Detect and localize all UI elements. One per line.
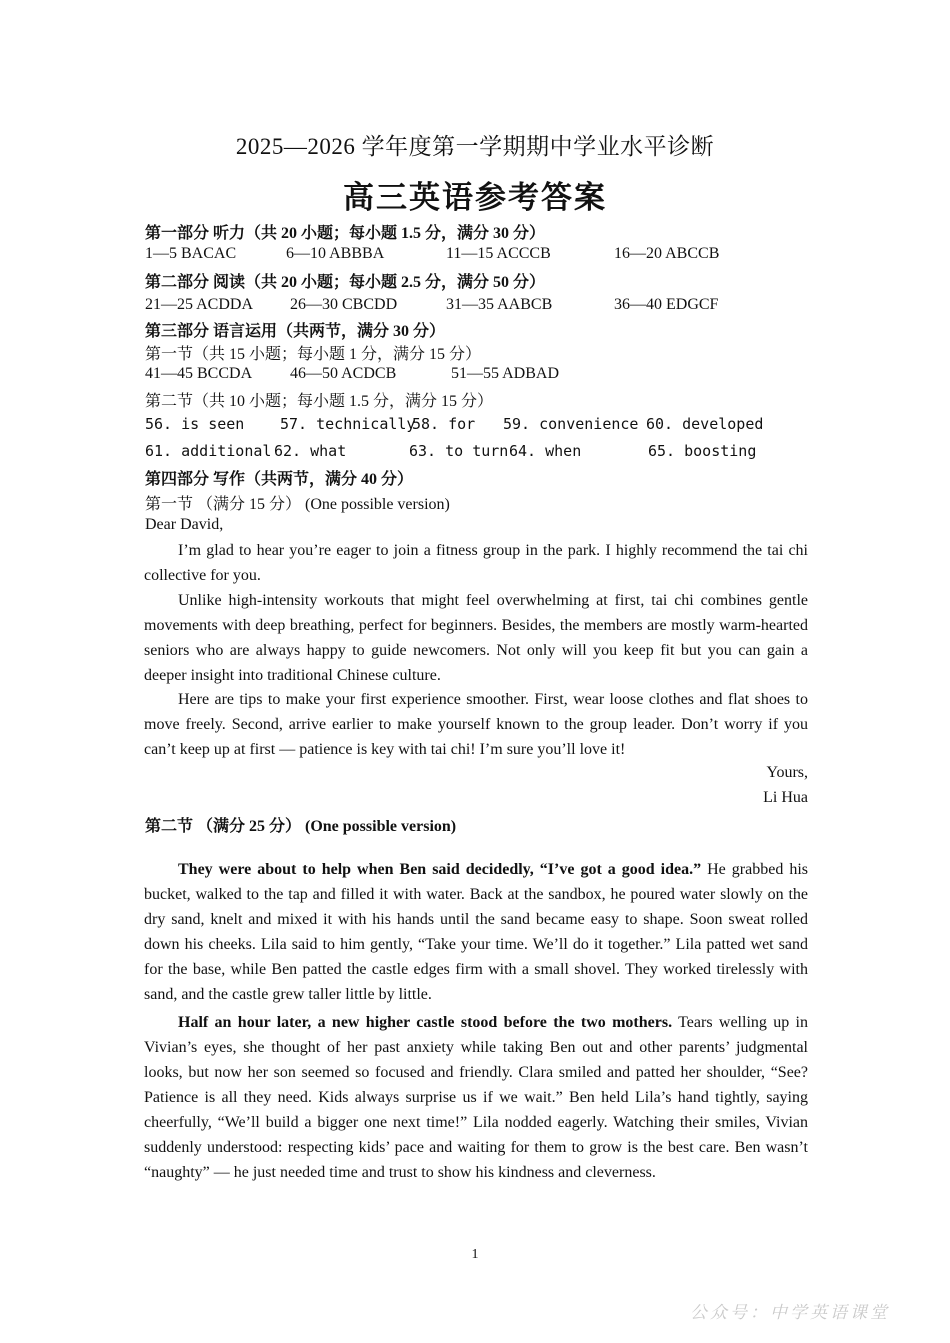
answer-group: 31—35 AABCB (446, 296, 553, 313)
part4-section1-heading: 第一节 （满分 15 分） (One possible version) (145, 496, 450, 513)
letter-closing: Yours, (766, 764, 808, 781)
letter-paragraph: Unlike high-intensity workouts that might feel overwhelming at first, tai chi combines gentle movements with deep breathing, perfect for beginners. Besides, the members are mostly warm-hearted seniors who are always happy to guide newcomers. Not only will you keep fit but you can gain a deeper insight into traditional Chinese culture. (144, 592, 808, 684)
fill-in-answer: 64. when (509, 442, 582, 460)
fill-in-answer: 61. additional (145, 442, 272, 460)
doc-title: 高三英语参考答案 (343, 180, 607, 215)
letter-salutation: Dear David, (145, 516, 224, 533)
story-paragraph (144, 1010, 808, 1185)
letter-paragraph: I’m glad to hear you’re eager to join a fitness group in the park. I highly recommend the tai chi collective for you. (144, 542, 808, 584)
answer-group: 21—25 ACDDA (145, 296, 254, 313)
exam-title: 2025—2026 学年度第一学期期中学业水平诊断 (235, 134, 715, 159)
story-body: He grabbed his bucket, walked to the tap and filled it with water. Back at the sandbox, he poured water slowly on the dry sand, knelt and mixed it with his hands until the sand became easy to shape. Soon sweat rolled down his cheeks. Lila said to him gently, “Take your time. We’ll do it together.” Lila patted wet sand for the base, while Ben patted the castle edges firm with a small shovel. They worked tirelessly with sand, and the castle grew taller little by little. (144, 861, 808, 1003)
fill-in-answer: 56. is seen (145, 415, 245, 433)
part3-section2-heading: 第二节（共 10 小题；每小题 1.5 分，满分 15 分） (145, 393, 494, 410)
answer-group: 46—50 ACDCB (290, 365, 397, 382)
answer-group: 11—15 ACCCB (446, 245, 551, 262)
answer-group: 36—40 EDGCF (614, 296, 719, 313)
answer-group: 6—10 ABBBA (286, 245, 385, 262)
answer-group: 26—30 CBCDD (290, 296, 398, 313)
watermark: 公众号：中学英语课堂 (690, 1303, 890, 1323)
part3-section1-heading: 第一节（共 15 小题；每小题 1 分，满分 15 分） (145, 346, 482, 363)
answer-group: 16—20 ABCCB (614, 245, 720, 262)
page-number: 1 (471, 1247, 479, 1262)
part4-section2-heading: 第二节 （满分 25 分） (One possible version) (145, 818, 457, 835)
fill-in-answer: 57. technically (280, 415, 416, 433)
answer-group: 1—5 BACAC (145, 245, 237, 262)
part2-heading: 第二部分 阅读（共 20 小题；每小题 2.5 分，满分 50 分） (145, 274, 546, 291)
part3-heading: 第三部分 语言运用（共两节，满分 30 分） (145, 323, 446, 340)
story-lead-sentence: They were about to help when Ben said decidedly, “I’ve got a good idea.” (178, 861, 702, 878)
story-paragraph (144, 857, 808, 1007)
fill-in-answer: 65. boosting (648, 442, 757, 460)
fill-in-answer: 60. developed (646, 415, 764, 433)
story-lead-sentence: Half an hour later, a new higher castle stood before the two mothers. (178, 1014, 673, 1031)
part4-heading: 第四部分 写作（共两节，满分 40 分） (145, 471, 414, 488)
fill-in-answer: 59. convenience (503, 415, 639, 433)
letter-paragraph: Here are tips to make your first experience smoother. First, wear loose clothes and flat shoes to move freely. Second, arrive earlier to make yourself known to the group leader. Don’t worry if you can’t keep up at first — patience is key with tai chi! I’m sure you’ll love it! (144, 691, 808, 758)
story-body: Tears welling up in Vivian’s eyes, she thought of her past anxiety while taking Ben out and other parents’ judgmental looks, but now her son seemed so focused and friendly. Clara smiled and patted her shoulder, “See? Patience is all they need. Kids always surprise us if we wait.” Ben held Lila’s hand tightly, saying cheerfully, “We’ll build a bigger one next time!” Lila nodded eagerly. Watching their smiles, Vivian suddenly understood: respecting kids’ pace and waiting for them to grow is the best care. Ben wasn’t “naughty” — he just needed time and trust to show his kindness and cleverness. (144, 1014, 809, 1181)
part1-heading: 第一部分 听力（共 20 小题；每小题 1.5 分，满分 30 分） (145, 225, 546, 242)
fill-in-answer: 63. to turn (409, 442, 509, 460)
answer-group: 51—55 ADBAD (451, 365, 560, 382)
letter-signature: Li Hua (763, 789, 808, 806)
answer-group: 41—45 BCCDA (145, 365, 253, 382)
fill-in-answer: 62. what (274, 442, 347, 460)
fill-in-answer: 58. for (412, 415, 476, 433)
